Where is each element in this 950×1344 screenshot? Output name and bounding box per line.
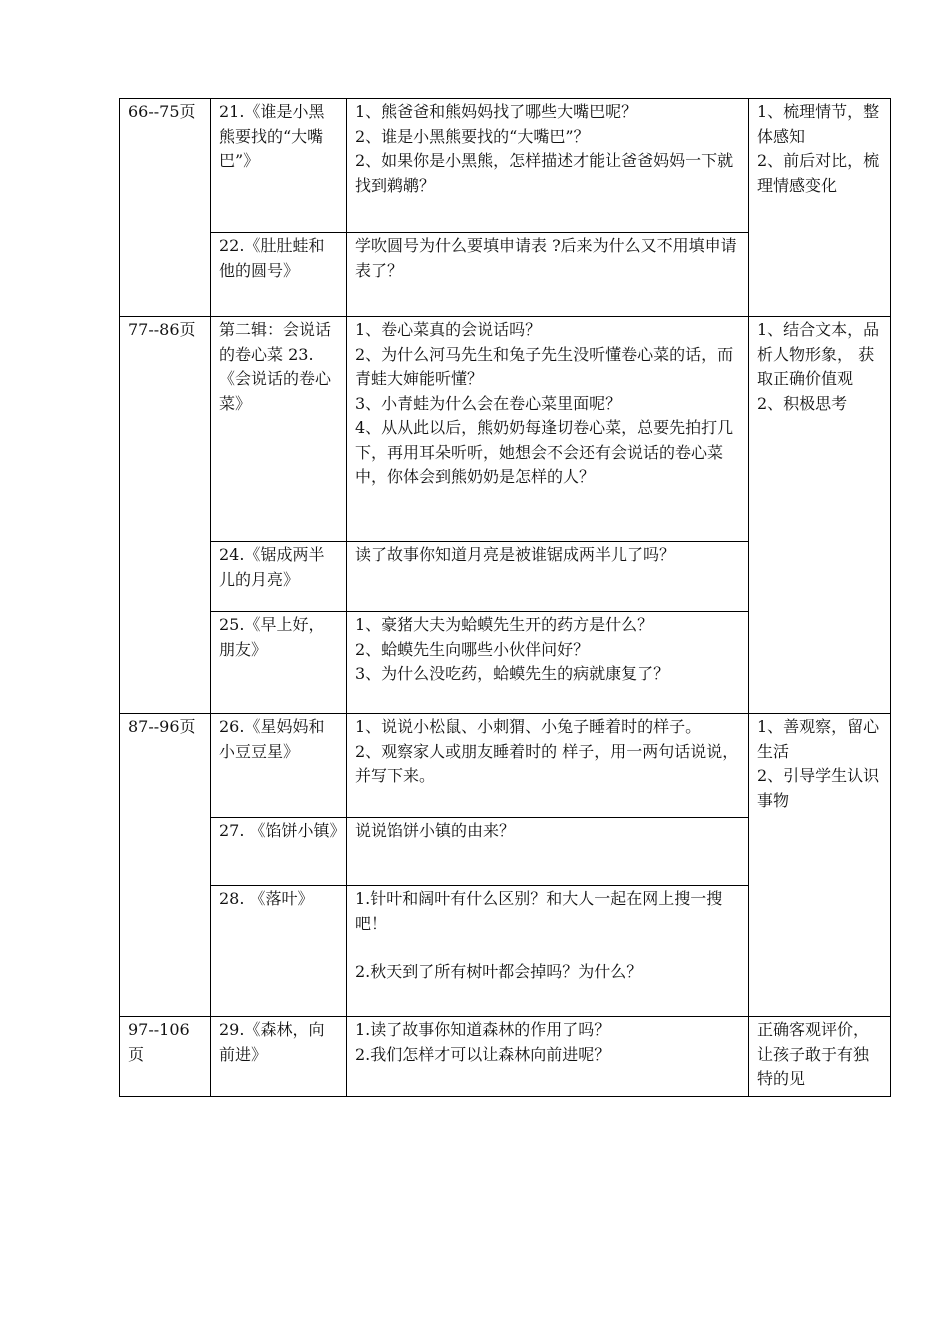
questions-cell: 1、熊爸爸和熊妈妈找了哪些大嘴巴呢？ 2、谁是小黑熊要找的“大嘴巴”？ 2、如果你是小黑熊，怎样描述才能让爸爸妈妈一下就找到鹈鹕？ (347, 99, 749, 233)
questions-cell: 1、卷心菜真的会说话吗？ 2、为什么河马先生和兔子先生没听懂卷心菜的话，而青蛙大婶能听懂？ 3、小青蛙为什么会在卷心菜里面呢？ 4、从从此以后，熊奶奶每逢切卷心菜，总要先拍打几下，再用耳朵听听，她想会不会还有会说话的卷心菜中，你体会到熊奶奶是怎样的人？ (347, 317, 749, 542)
story-title-cell: 25.《早上好，朋友》 (211, 612, 347, 714)
reading-plan-table (119, 98, 891, 1097)
questions-cell: 读了故事你知道月亮是被谁锯成两半儿了吗？ (347, 542, 749, 612)
questions-cell: 说说馅饼小镇的由来？ (347, 818, 749, 886)
questions-cell: 学吹圆号为什么要填申请表 ?后来为什么又不用填申请表了？ (347, 233, 749, 317)
table-row (120, 99, 891, 233)
story-title-cell: 26.《星妈妈和小豆豆星》 (211, 714, 347, 818)
page-range-cell: 97--106页 (120, 1017, 211, 1097)
story-title-cell: 24.《锯成两半儿的月亮》 (211, 542, 347, 612)
questions-cell: 1.读了故事你知道森林的作用了吗？ 2.我们怎样才可以让森林向前进呢？ (347, 1017, 749, 1097)
page-range-cell: 66--75页 (120, 99, 211, 317)
table-row (120, 714, 891, 818)
story-title-cell: 第二辑：会说话的卷心菜 23.《会说话的卷心菜》 (211, 317, 347, 542)
table-row (120, 317, 891, 542)
story-title-cell: 21.《谁是小黑熊要找的“大嘴巴”》 (211, 99, 347, 233)
table-row (120, 1017, 891, 1097)
questions-cell: 1、豪猪大夫为蛤蟆先生开的药方是什么？ 2、蛤蟆先生向哪些小伙伴问好？ 3、为什么没吃药，蛤蟆先生的病就康复了？ (347, 612, 749, 714)
story-title-cell: 27. 《馅饼小镇》 (211, 818, 347, 886)
questions-cell: 1、说说小松鼠、小刺猬、小兔子睡着时的样子。 2、观察家人或朋友睡着时的 样子，用一两句话说说，并写下来。 (347, 714, 749, 818)
page-range-cell: 77--86页 (120, 317, 211, 714)
story-title-cell: 22.《肚肚蛙和他的圆号》 (211, 233, 347, 317)
story-title-cell: 29.《森林，向前进》 (211, 1017, 347, 1097)
story-title-cell: 28. 《落叶》 (211, 886, 347, 1017)
questions-cell: 1.针叶和阔叶有什么区别？和大人一起在网上搜一搜吧！ 2.秋天到了所有树叶都会掉吗？为什么？ (347, 886, 749, 1017)
page-range-cell: 87--96页 (120, 714, 211, 1017)
goal-cell: 正确客观评价，让孩子敢于有独特的见 (749, 1017, 891, 1097)
goal-cell: 1、结合文本，品析人物形象， 获取正确价值观 2、积极思考 (749, 317, 891, 714)
goal-cell: 1、善观察，留心生活 2、引导学生认识事物 (749, 714, 891, 1017)
goal-cell: 1、梳理情节，整体感知 2、前后对比，梳理情感变化 (749, 99, 891, 317)
